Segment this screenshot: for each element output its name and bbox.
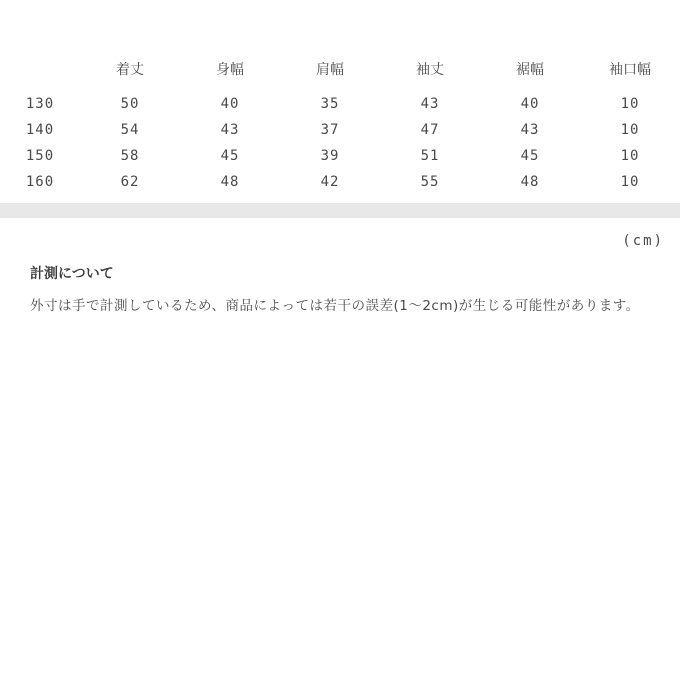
divider-bar: [0, 203, 680, 218]
table-row-size-160: [0, 169, 680, 195]
table-cell: 45: [220, 148, 240, 164]
column-header-cuff-width: 袖口幅: [609, 62, 651, 78]
size-label: 150: [25, 148, 55, 164]
table-cell: 10: [620, 174, 640, 190]
table-cell: 55: [420, 174, 440, 190]
size-chart-page: [0, 53, 680, 680]
column-header-body-width: 身幅: [216, 62, 244, 78]
table-cell: 10: [620, 96, 640, 112]
table-cell: 50: [120, 96, 140, 112]
column-header-body-length: 着丈: [116, 62, 144, 78]
table-cell: 10: [620, 122, 640, 138]
header-row: [0, 53, 680, 91]
notes-heading: 計測について: [30, 266, 114, 282]
column-header-shoulder-width: 肩幅: [316, 62, 344, 78]
table-cell: 54: [120, 122, 140, 138]
column-header-sleeve-length: 袖丈: [416, 62, 444, 78]
table-cell: 40: [520, 96, 540, 112]
size-label: 130: [25, 96, 55, 112]
size-column-header-blank: [0, 53, 80, 91]
table-cell: 42: [320, 174, 340, 190]
table-cell: 40: [220, 96, 240, 112]
table-cell: 58: [120, 148, 140, 164]
table-cell: 62: [120, 174, 140, 190]
table-cell: 43: [520, 122, 540, 138]
table-cell: 39: [320, 148, 340, 164]
size-label: 160: [25, 174, 55, 190]
table-row-size-150: [0, 143, 680, 169]
size-chart-table: [0, 53, 680, 195]
table-cell: 35: [320, 96, 340, 112]
column-header-hem-width: 裾幅: [516, 62, 544, 78]
table-cell: 37: [320, 122, 340, 138]
notes-body: 外寸は手で計測しているため、商品によっては若干の誤差(1～2cm)が生じる可能性があります。: [30, 298, 640, 314]
table-row-size-140: [0, 117, 680, 143]
table-cell: 47: [420, 122, 440, 138]
measurement-notes: [0, 263, 680, 314]
table-cell: 43: [220, 122, 240, 138]
table-cell: 45: [520, 148, 540, 164]
table-cell: 48: [220, 174, 240, 190]
table-cell: 10: [620, 148, 640, 164]
table-cell: 43: [420, 96, 440, 112]
table-cell: 48: [520, 174, 540, 190]
unit-label: (cm): [622, 233, 664, 249]
table-row-size-130: [0, 91, 680, 117]
table-cell: 51: [420, 148, 440, 164]
size-label: 140: [25, 122, 55, 138]
